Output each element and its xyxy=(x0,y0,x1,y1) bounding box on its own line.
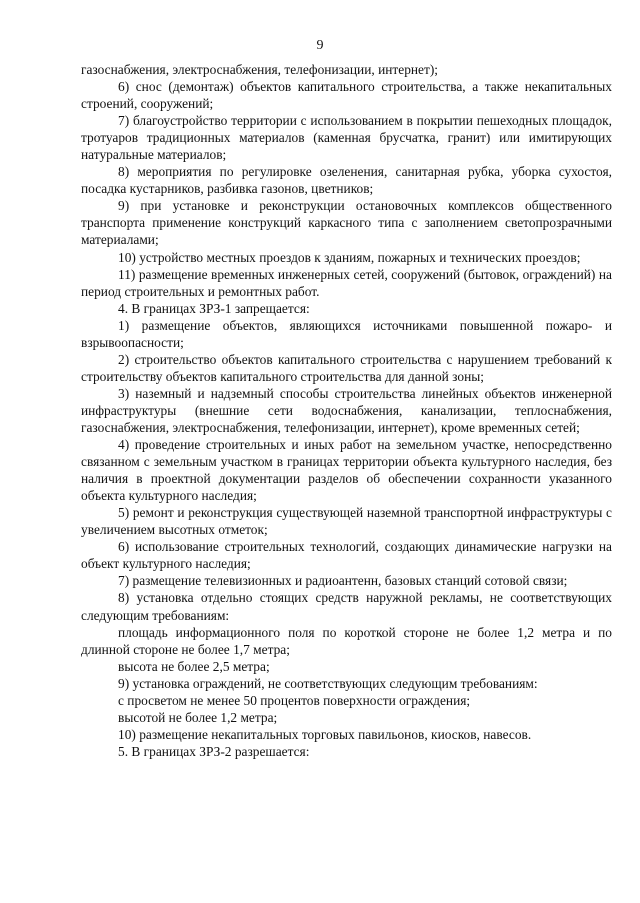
paragraph: газоснабжения, электроснабжения, телефонизации, интернет); xyxy=(81,62,439,77)
paragraph: 6) снос (демонтаж) объектов капитального строительства, а также некапитальных строений, сооружений; xyxy=(81,79,612,112)
paragraph: 4. В границах ЗРЗ-1 запрещается: xyxy=(118,300,310,316)
paragraph: 7) благоустройство территории с использованием в покрытии пешеходных площадок, тротуаров традиционных материалов (каменная брусчатка, гранит) или имитирующих натуральные материалов; xyxy=(81,113,612,163)
page-number: 9 xyxy=(316,38,324,53)
paragraph: 2) строительство объектов капитального строительства с нарушением требований к строительству объектов капитального строительства для данной зоны; xyxy=(81,351,612,384)
paragraph: 7) размещение телевизионных и радиоантенн, базовых станций сотовой связи; xyxy=(118,573,568,589)
paragraph: 10) устройство местных проездов к зданиям, пожарных и технических проездов; xyxy=(118,249,581,265)
paragraph: 3) наземный и надземный способы строительства линейных объектов инженерной инфраструктуры (внешние сети водоснабжения, канализации, теплоснабжения, газоснабжения, электроснабжения, телефонизации, интернет), кроме временных сетей; xyxy=(81,385,612,435)
paragraph: 9) установка ограждений, не соответствующих следующим требованиям: xyxy=(118,675,538,691)
paragraph: 5) ремонт и реконструкция существующей наземной транспортной инфраструктуры с увеличением высотных отметок; xyxy=(81,505,612,538)
paragraph: 4) проведение строительных и иных работ на земельном участке, непосредственно связанном с земельным участком в границах территории объекта культурного наследия, без наличия в проектной документации разделов об обеспечении сохранности указанного объекта культурного наследия; xyxy=(81,437,612,504)
paragraph: высота не более 2,5 метра; xyxy=(118,658,270,674)
paragraph: с просветом не менее 50 процентов поверхности ограждения; xyxy=(118,692,471,708)
document-body xyxy=(81,61,612,760)
paragraph: 8) мероприятия по регулировке озеленения, санитарная рубка, уборка сухостоя, посадка кустарников, разбивка газонов, цветников; xyxy=(81,164,612,197)
paragraph: 11) размещение временных инженерных сетей, сооружений (бытовок, ограждений) на период строительных и ремонтных работ. xyxy=(81,266,612,299)
paragraph: 9) при установке и реконструкции остановочных комплексов общественного транспорта применение конструкций каркасного типа с заполнением светопрозрачными материалами; xyxy=(81,198,612,248)
paragraph: 8) установка отдельно стоящих средств наружной рекламы, не соответствующих следующим требованиям: xyxy=(81,590,612,623)
paragraph: 6) использование строительных технологий, создающих динамические нагрузки на объект культурного наследия; xyxy=(81,539,612,572)
paragraph: 1) размещение объектов, являющихся источниками повышенной пожаро- и взрывоопасности; xyxy=(81,317,612,350)
paragraph: площадь информационного поля по короткой стороне не более 1,2 метра и по длинной стороне не более 1,7 метра; xyxy=(81,624,612,657)
paragraph: высотой не более 1,2 метра; xyxy=(118,709,278,725)
paragraph: 10) размещение некапитальных торговых павильонов, киосков, навесов. xyxy=(118,726,532,742)
paragraph: 5. В границах ЗРЗ-2 разрешается: xyxy=(118,743,310,759)
